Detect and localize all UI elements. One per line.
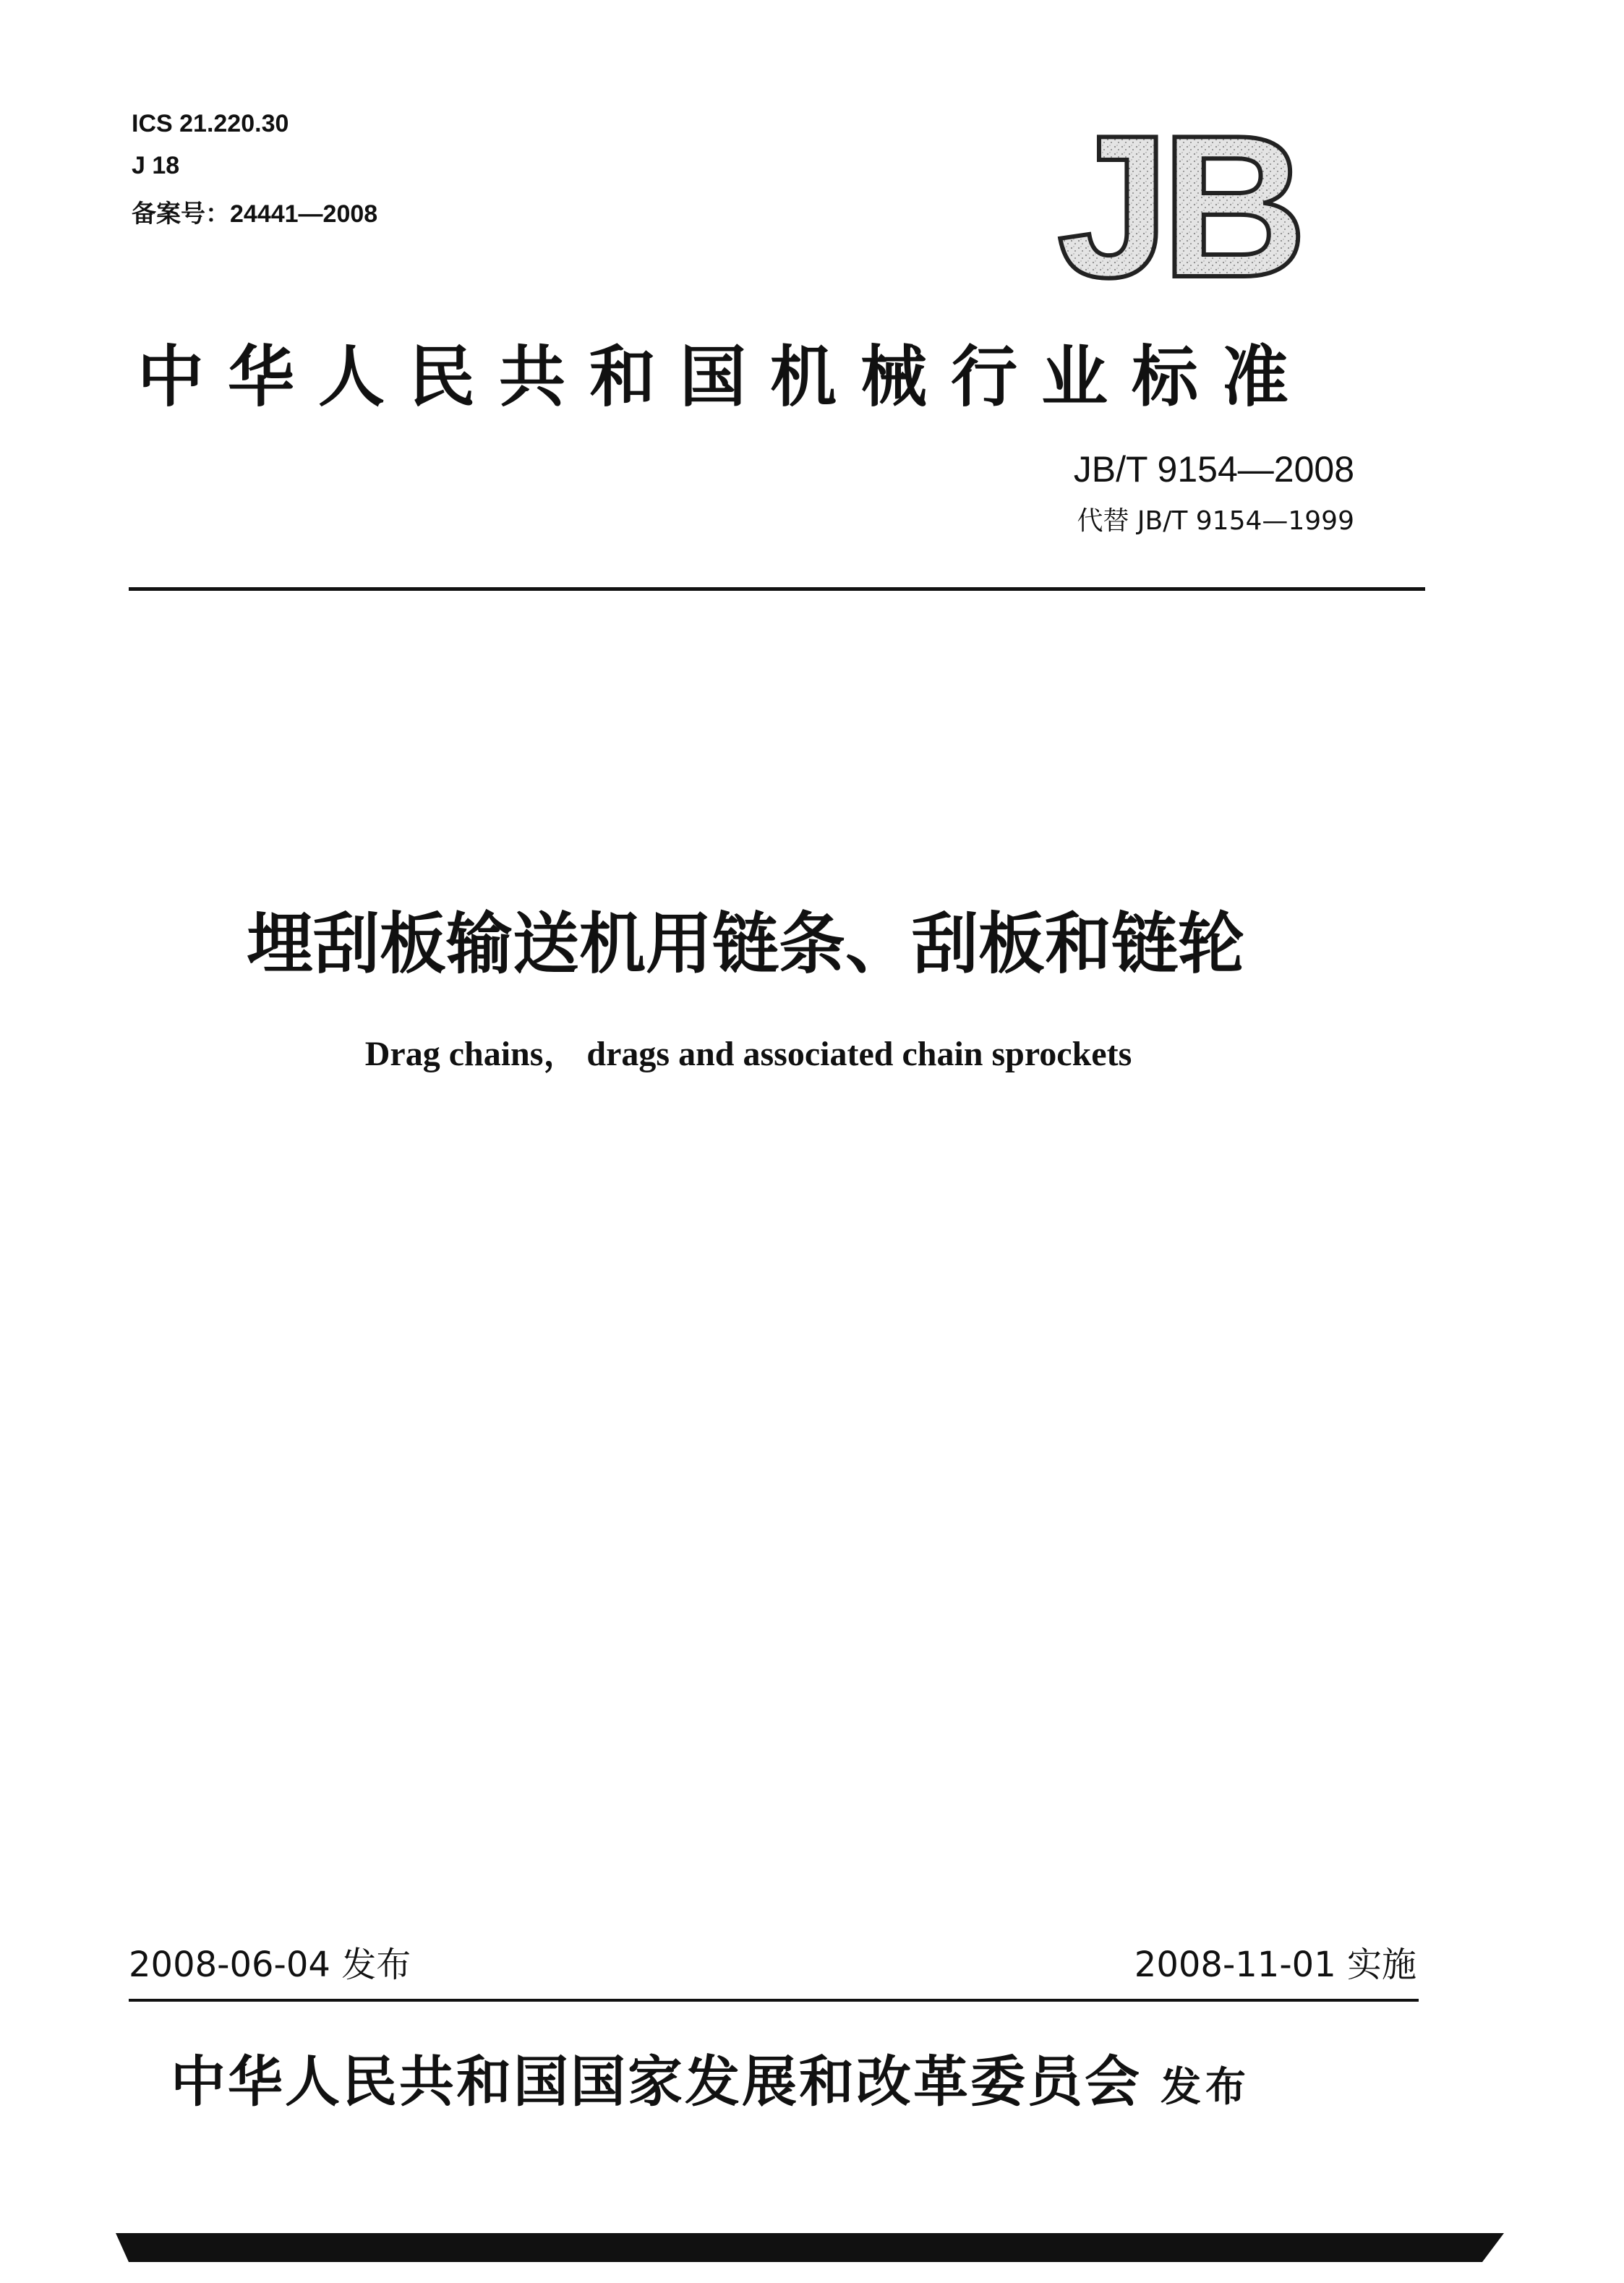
industry-standard-title: 中华人民共和国机械行业标准 [137, 338, 1313, 416]
replaces-standard: 代替 JB/T 9154—1999 [1077, 506, 1354, 536]
standard-number: JB/T 9154—2008 [1073, 449, 1354, 490]
ics-code: ICS 21.220.30 [132, 110, 289, 137]
bottom-bar [116, 2233, 1504, 2262]
issuer-suffix: 发布 [1161, 2064, 1250, 2111]
jb-logo [1056, 123, 1345, 289]
header-divider [129, 587, 1425, 591]
issuer-name: 中华人民共和国国家发展和改革委员会 [171, 2049, 1142, 2114]
jb-logo-text: JB [1057, 123, 1299, 289]
document-title-chinese: 埋刮板输送机用链条、刮板和链轮 [246, 905, 1244, 983]
document-title-english: Drag chains， drags and associated chain sprockets [364, 1035, 1132, 1073]
effective-date: 2008-11-01 实施 [1134, 1945, 1416, 1985]
publication-date: 2008-06-04 发布 [129, 1945, 411, 1985]
footer-divider [129, 1999, 1419, 2002]
classification-code: J 18 [132, 152, 180, 179]
issuing-authority [171, 2038, 1250, 2117]
record-number: 备案号：24441—2008 [132, 200, 378, 228]
